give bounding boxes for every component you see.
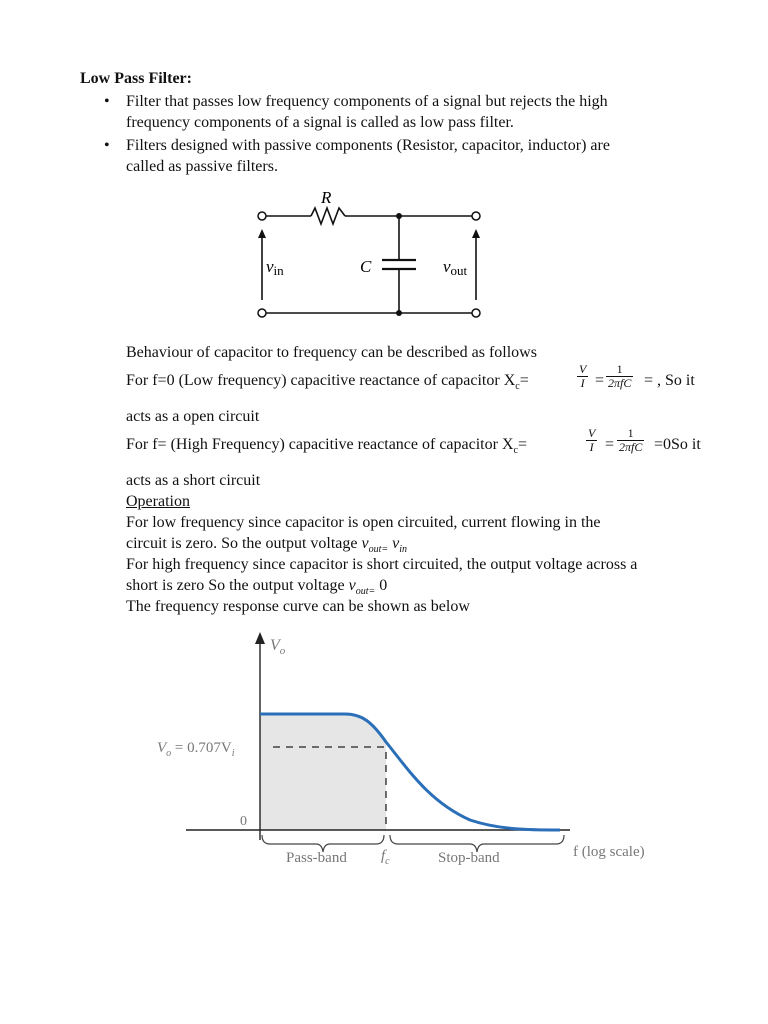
section-heading: Low Pass Filter: — [80, 70, 192, 87]
cutoff-level-label: $V_o = 0.707V_i$ — [157, 740, 235, 759]
fraction-v-over-i: $\frac{V}{I}$ — [579, 362, 587, 390]
f0-tail: = , So it — [644, 372, 695, 389]
fraction-v-over-i: $\frac{V}{I}$ — [588, 426, 596, 454]
x-axis-label: f (log scale) — [573, 844, 645, 860]
operation-line-4: short is zero So the output voltage $v_{out=}$ 0 — [126, 577, 388, 598]
bullet-1-line-2: frequency components of a signal is called as low pass filter. — [126, 114, 514, 131]
bullet-dot: • — [104, 137, 110, 154]
operation-line-2: circuit is zero. So the output voltage $v_{out=}$ $v_{in}$ — [126, 535, 408, 556]
bullet-dot: • — [104, 93, 110, 110]
passband-shading — [260, 714, 386, 830]
operation-line-3: For high frequency since capacitor is short circuited, the output voltage across a — [126, 556, 638, 573]
stopband-label: Stop-band — [438, 850, 500, 866]
zero-label: 0 — [240, 814, 247, 829]
finf-tail: =0So it — [654, 436, 701, 453]
equals-sign: = — [595, 372, 605, 389]
short-circuit-line: acts as a short circuit — [126, 472, 261, 489]
bullet-2-line-1: Filters designed with passive components (Resistor, capacitor, inductor) are — [126, 137, 610, 154]
operation-heading: Operation — [126, 493, 190, 510]
passband-label: Pass-band — [286, 850, 347, 866]
y-axis-label: $V_o$ — [270, 637, 286, 657]
equals-sign: = — [605, 436, 615, 453]
cutoff-frequency-label: $f_c$ — [381, 848, 390, 867]
bullet-1-line-1: Filter that passes low frequency components of a signal but rejects the high — [126, 93, 608, 110]
capacitor-label: C — [360, 257, 372, 276]
vin-label: vin — [266, 257, 284, 278]
bullet-2-line-2: called as passive filters. — [126, 158, 278, 175]
fraction-one-over-2pifc: 1 2πfC — [619, 426, 643, 454]
open-circuit-line: acts as a open circuit — [126, 408, 260, 425]
finf-line: For f= (High Frequency) capacitive reactance of capacitor $X_c=$ — [126, 436, 527, 457]
operation-line-1: For low frequency since capacitor is open circuited, current flowing in the — [126, 514, 601, 531]
behaviour-line: Behaviour of capacitor to frequency can be described as follows — [126, 344, 537, 361]
vout-label: vout — [443, 257, 468, 278]
operation-line-5: The frequency response curve can be shown as below — [126, 598, 470, 615]
f0-line: For f=0 (Low frequency) capacitive reactance of capacitor $X_c=$ — [126, 372, 529, 393]
fraction-one-over-2pifc: 1 2πfC — [608, 362, 632, 390]
resistor-label: R — [321, 188, 332, 207]
y-axis-arrowhead — [255, 632, 265, 644]
